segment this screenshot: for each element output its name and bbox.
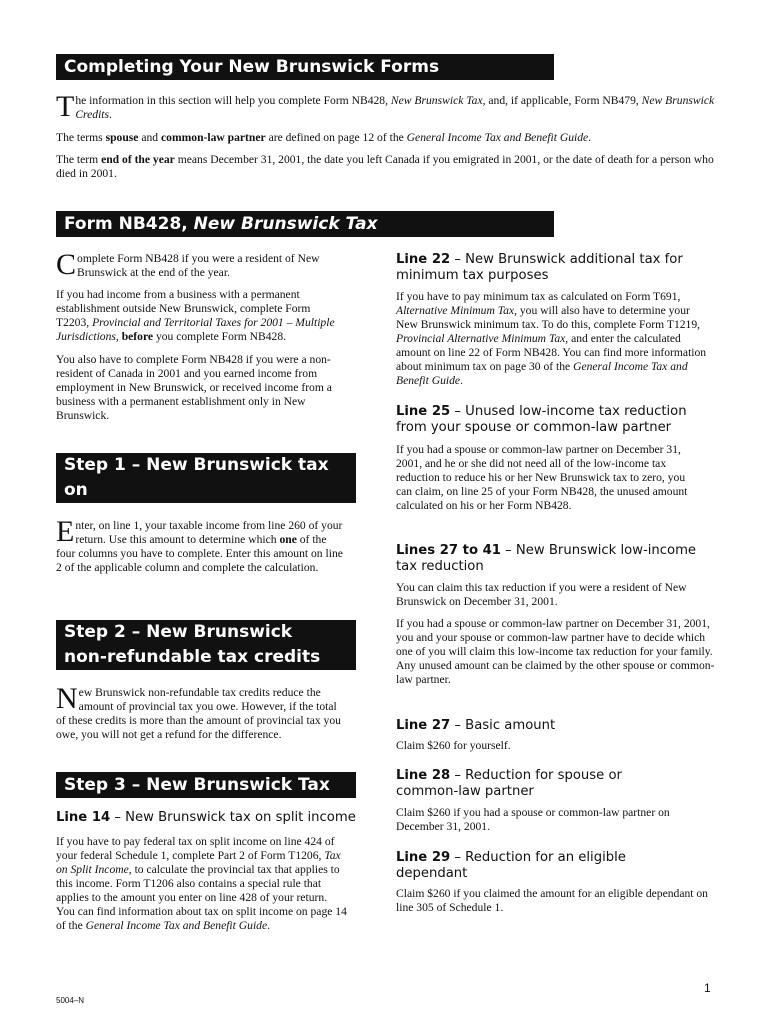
line-29-heading: Line 29 – Reduction for an eligible dependant	[396, 850, 626, 881]
left-paragraph-non-resident: You also have to complete Form NB428 if you were a non-resident of Canada in 2001 and you earned income from employment in New Brunswick, or received income from a business with a permanent establishment only in New Brunswick.	[56, 353, 332, 422]
left-paragraph-business-outside: If you had income from a business with a permanent establishment outside New Brunswick, complete Form T2203, Provincial and Territorial Taxes for 2001 – Multiple Jurisdictions, before you complete Form NB428.	[56, 288, 335, 343]
line-27-paragraph: Claim $260 for yourself.	[396, 739, 511, 752]
line-25-paragraph: If you had a spouse or common-law partner on December 31, 2001, and he or she did not need all of the low-income tax reduction to reduce his or her New Brunswick tax to zero, you can claim, on line 25 of your Form NB428, the unused amount calculated on his or her Form NB428.	[396, 443, 688, 512]
line-22-heading: Line 22 – New Brunswick additional tax for minimum tax purposes	[396, 252, 683, 283]
line-22-paragraph: If you have to pay minimum tax as calculated on Form T691, Alternative Minimum Tax, you will also have to determine your New Brunswick minimum tax. To do this, complete Form T1219, Provincial Alternative Minimum Tax, and enter the calculated amount on line 22 of Form NB428. You can find more information about minimum tax on page 30 of the General Income Tax and Benefit Guide.	[396, 290, 707, 387]
line-25-heading: Line 25 – Unused low-income tax reduction from your spouse or common-law partner	[396, 404, 687, 435]
section-title-completing-forms: Completing Your New Brunswick Forms	[56, 54, 554, 80]
step-3-heading: Step 3 – New Brunswick Tax	[56, 772, 356, 798]
intro-paragraph-2: The terms spouse and common-law partner are defined on page 12 of the General Income Tax and Benefit Guide.	[56, 131, 592, 144]
step-1-heading: Step 1 – New Brunswick tax on taxable income	[56, 453, 356, 503]
line-28-paragraph: Claim $260 if you had a spouse or common-law partner on December 31, 2001.	[396, 806, 670, 833]
left-paragraph-complete-form: Complete Form NB428 if you were a resident of New Brunswick at the end of the year.	[56, 248, 320, 281]
line-27-heading: Line 27 – Basic amount	[396, 718, 556, 733]
intro-paragraph-1: The information in this section will help you complete Form NB428, New Brunswick Tax, and, if applicable, Form NB479, New Brunswick Credits.	[56, 90, 715, 123]
line-14-heading: Line 14 – New Brunswick tax on split income	[56, 810, 356, 825]
drop-cap: T	[56, 90, 75, 123]
drop-cap: N	[56, 682, 78, 715]
line-28-heading: Line 28 – Reduction for spouse or common-law partner	[396, 768, 622, 799]
page-number: 1	[704, 981, 711, 995]
section-title-form-nb428: Form NB428, New Brunswick Tax	[56, 211, 554, 237]
step-1-paragraph: Enter, on line 1, your taxable income from line 260 of your return. Use this amount to determine which one of the four columns you have to complete. Enter this amount on line 2 of the applicable column and complete the calculation.	[56, 515, 343, 574]
lines-27-41-paragraph-2: If you had a spouse or common-law partner on December 31, 2001, you and your spouse or common-law partner have to decide which one of you will claim this low-income tax reduction for your family. Any unused amount can be claimed by the other spouse or common-law partner.	[396, 617, 715, 686]
form-code: 5004–N	[56, 996, 85, 1005]
step-2-paragraph: New Brunswick non-refundable tax credits reduce the amount of provincial tax you owe. However, if the total of these credits is more than the amount of provincial tax you owe, you will not get a refund for the difference.	[56, 682, 341, 741]
drop-cap: C	[56, 248, 77, 281]
line-14-paragraph: If you have to pay federal tax on split income on line 424 of your federal Schedule 1, complete Part 2 of Form T1206, Tax on Split Income, to calculate the provincial tax that applies to this income. Form T1206 also contains a special rule that applies to the amount you enter on line 428 of your return. You can find information about tax on split income on page 14 of the General Income Tax and Benefit Guide.	[56, 835, 347, 932]
drop-cap: E	[56, 515, 75, 548]
lines-27-41-heading: Lines 27 to 41 – New Brunswick low-income tax reduction	[396, 543, 697, 574]
step-2-heading: Step 2 – New Brunswick non-refundable tax credits	[56, 620, 356, 670]
intro-paragraph-3: The term end of the year means December 31, 2001, the date you left Canada if you emigrated in 2001, or the date of death for a person who died in 2001.	[56, 153, 714, 180]
lines-27-41-paragraph-1: You can claim this tax reduction if you were a resident of New Brunswick on December 31, 2001.	[396, 581, 687, 608]
line-29-paragraph: Claim $260 if you claimed the amount for an eligible dependant on line 305 of Schedule 1.	[396, 887, 708, 914]
